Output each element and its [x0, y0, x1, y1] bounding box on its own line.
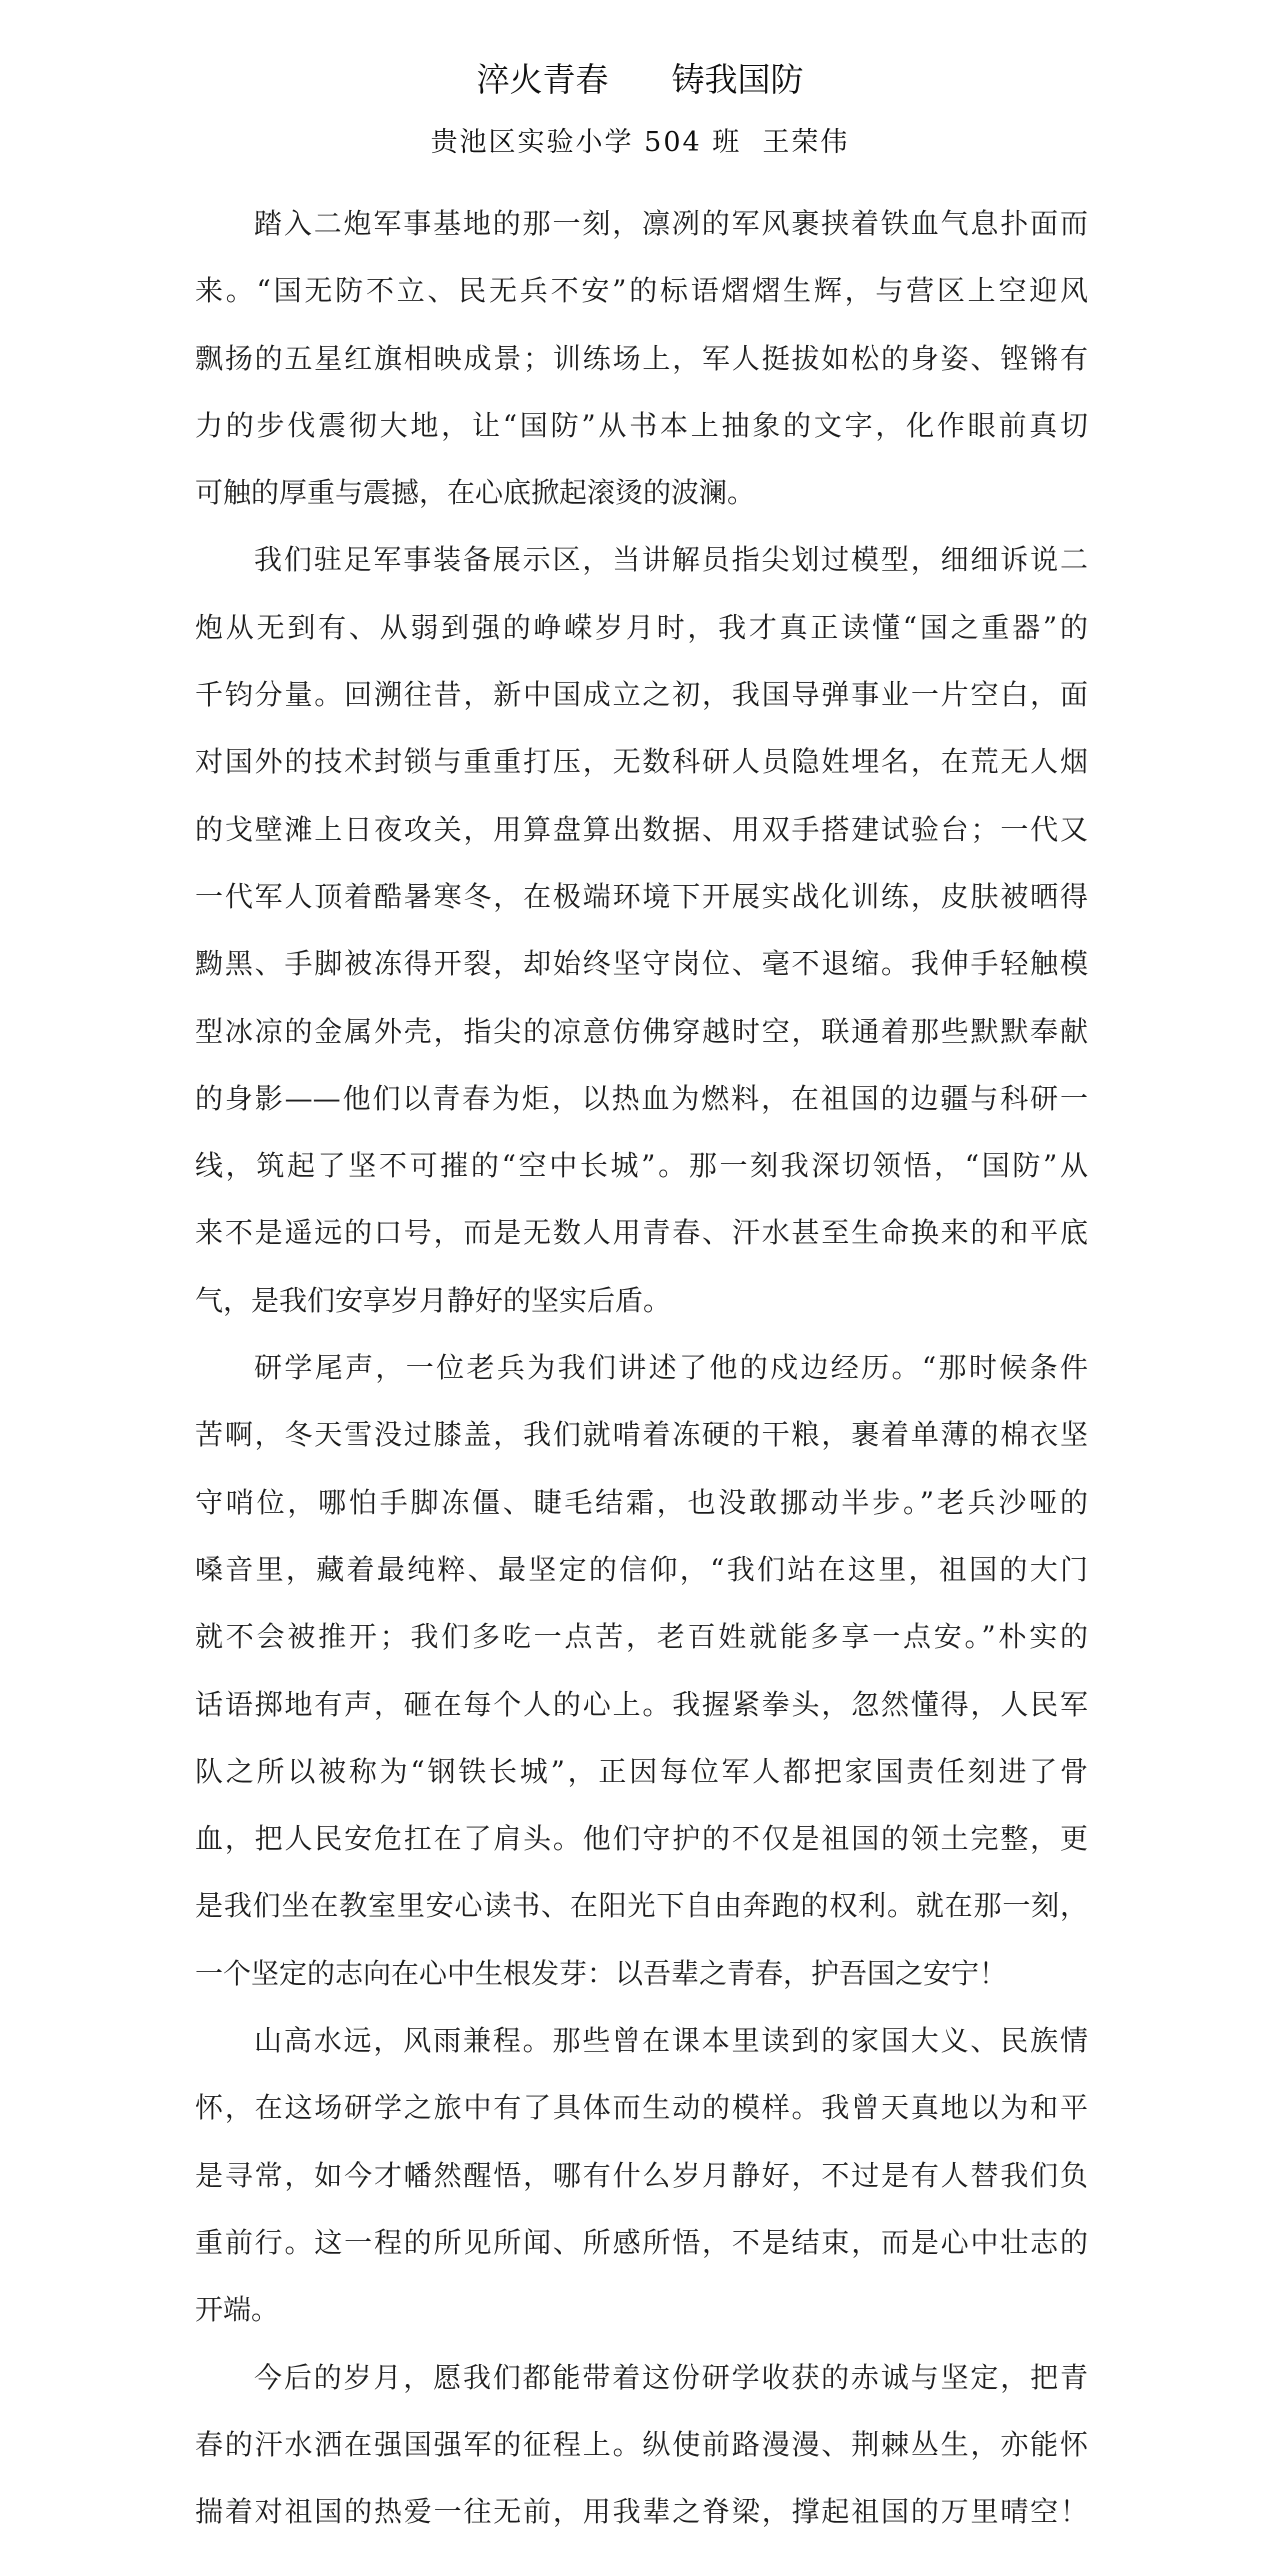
- paragraph-4: [195, 2007, 1088, 2343]
- text-line: 研学尾声，一位老兵为我们讲述了他的戍边经历。“那时候条件: [254, 1351, 1088, 1385]
- text-line: 队之所以被称为“钢铁长城”，正因每位军人都把家国责任刻进了骨: [195, 1754, 1088, 1788]
- text-line: 是寻常，如今才幡然醒悟，哪有什么岁月静好，不过是有人替我们负: [195, 2158, 1088, 2192]
- text-line: 怀，在这场研学之旅中有了具体而生动的模样。我曾天真地以为和平: [195, 2091, 1088, 2125]
- text-line: 春的汗水洒在强国强军的征程上。纵使前路漫漫、荆棘丛生，亦能怀: [195, 2427, 1088, 2461]
- text-line: 的戈壁滩上日夜攻关，用算盘算出数据、用双手搭建试验台；一代又: [195, 812, 1088, 846]
- text-line: 守哨位，哪怕手脚冻僵、睫毛结霜，也没敢挪动半步。”老兵沙哑的: [195, 1485, 1088, 1519]
- essay-body: [195, 190, 1088, 2545]
- text-line: 的身影——他们以青春为炬，以热血为燃料，在祖国的边疆与科研一: [195, 1081, 1088, 1115]
- paragraph-5: [195, 2344, 1088, 2546]
- text-line: 炮从无到有、从弱到强的峥嵘岁月时，我才真正读懂“国之重器”的: [195, 610, 1088, 644]
- text-line: 就不会被推开；我们多吃一点苦，老百姓就能多享一点安。”朴实的: [195, 1620, 1088, 1654]
- paragraph-3: [195, 1334, 1088, 2007]
- essay-title: 淬火青春 铸我国防: [476, 60, 804, 99]
- text-line: 重前行。这一程的所见所闻、所感所悟，不是结束，而是心中壮志的: [195, 2225, 1088, 2259]
- text-line: 嗓音里，藏着最纯粹、最坚定的信仰，“我们站在这里，祖国的大门: [195, 1552, 1088, 1586]
- text-line: 来不是遥远的口号，而是无数人用青春、汗水甚至生命换来的和平底: [195, 1216, 1088, 1250]
- text-line: 一代军人顶着酷暑寒冬，在极端环境下开展实战化训练，皮肤被晒得: [195, 879, 1088, 913]
- text-line: 一个坚定的志向在心中生根发芽：以吾辈之青春，护吾国之安宁！: [195, 1956, 1008, 1990]
- text-line: 今后的岁月，愿我们都能带着这份研学收获的赤诚与坚定，把青: [254, 2360, 1088, 2394]
- text-line: 来。“国无防不立、民无兵不安”的标语熠熠生辉，与营区上空迎风: [195, 274, 1088, 308]
- text-line: 踏入二炮军事基地的那一刻，凛冽的军风裹挟着铁血气息扑面而: [254, 207, 1088, 240]
- text-line: 气，是我们安享岁月静好的坚实后盾。: [195, 1283, 672, 1317]
- text-line: 线，筑起了坚不可摧的“空中长城”。那一刻我深切领悟，“国防”从: [195, 1149, 1088, 1183]
- paragraph-2: [195, 526, 1088, 1334]
- text-line: 力的步伐震彻大地，让“国防”从书本上抽象的文字，化作眼前真切: [195, 408, 1088, 442]
- text-line: 我们驻足军事装备展示区，当讲解员指尖划过模型，细细诉说二: [254, 543, 1088, 577]
- text-line: 对国外的技术封锁与重重打压，无数科研人员隐姓埋名，在荒无人烟: [195, 745, 1088, 779]
- text-line: 黝黑、手脚被冻得开裂，却始终坚守岗位、毫不退缩。我伸手轻触模: [195, 947, 1088, 981]
- text-line: 型冰凉的金属外壳，指尖的凉意仿佛穿越时空，联通着那些默默奉献: [195, 1014, 1088, 1048]
- text-line: 血，把人民安危扛在了肩头。他们守护的不仅是祖国的领土完整，更: [195, 1822, 1088, 1856]
- text-line: 开端。: [195, 2293, 280, 2327]
- text-line: 是我们坐在教室里安心读书、在阳光下自由奔跑的权利。就在那一刻，: [195, 1889, 1088, 1923]
- paragraph-1: [195, 190, 1088, 526]
- text-line: 可触的厚重与震撼，在心底掀起滚烫的波澜。: [195, 476, 756, 510]
- text-line: 千钧分量。回溯往昔，新中国成立之初，我国导弹事业一片空白，面: [195, 678, 1088, 712]
- text-line: 揣着对祖国的热爱一往无前，用我辈之脊梁，撑起祖国的万里晴空！: [195, 2495, 1088, 2529]
- text-line: 飘扬的五星红旗相映成景；训练场上，军人挺拔如松的身姿、铿锵有: [195, 341, 1088, 375]
- text-line: 话语掷地有声，砸在每个人的心上。我握紧拳头，忽然懂得，人民军: [195, 1687, 1088, 1721]
- text-line: 苦啊，冬天雪没过膝盖，我们就啃着冻硬的干粮，裹着单薄的棉衣坚: [195, 1418, 1088, 1452]
- author-byline: 贵池区实验小学 504 班 王荣伟: [430, 127, 850, 158]
- text-line: 山高水远，风雨兼程。那些曾在课本里读到的家国大义、民族情: [254, 2024, 1088, 2058]
